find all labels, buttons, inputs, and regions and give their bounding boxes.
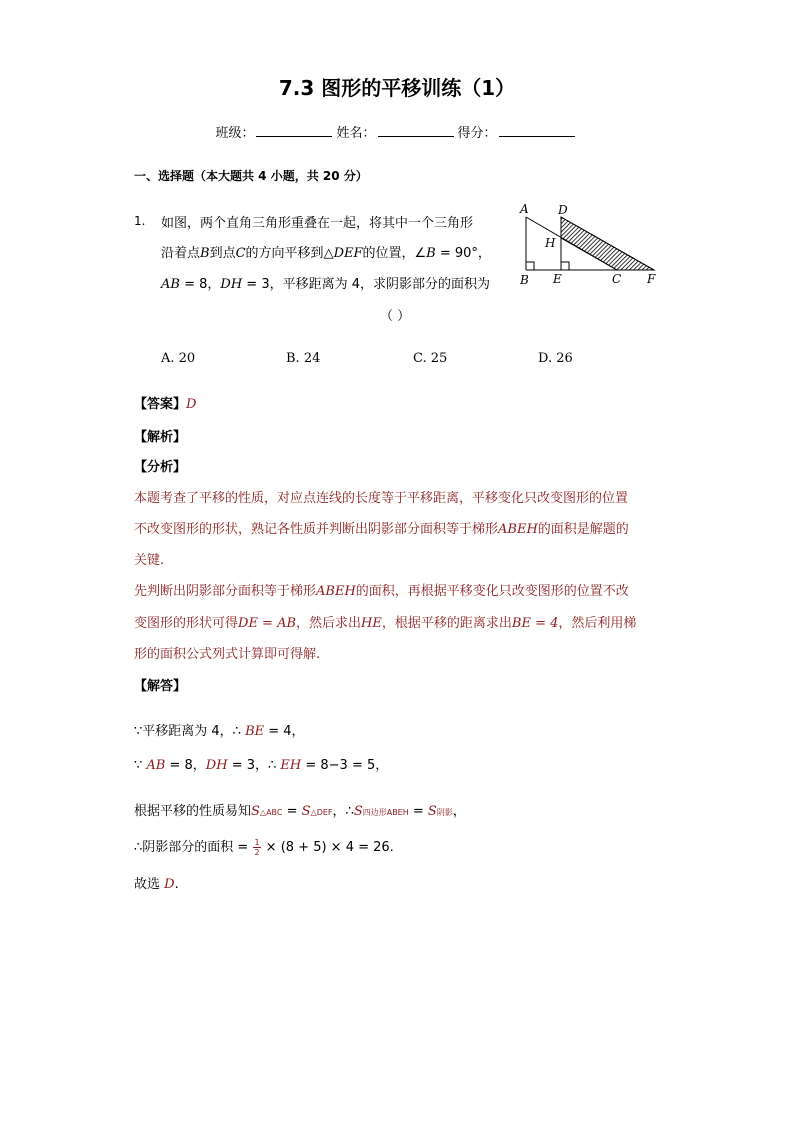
question-line-1: 如图，两个直角三角形重叠在一起，将其中一个三角形 <box>161 216 474 231</box>
text: ∵平移距离为 4，∴ <box>134 724 246 739</box>
analysis-line-5 <box>134 612 636 631</box>
math-var: DH <box>220 277 243 292</box>
math-var: C <box>235 246 246 261</box>
math-var: DH <box>205 758 228 773</box>
student-info-line <box>0 122 794 141</box>
text: 的位置， <box>362 246 415 261</box>
subscript: △ABC <box>259 808 283 817</box>
text: ∵ <box>134 758 147 773</box>
analysis-line-1: 本题考查了平移的性质，对应点连线的长度等于平移距离，平移变化只改变图形的位置 <box>134 491 629 506</box>
text: 不改变图形的形状，熟记各性质并判断出阴影部分面积等于梯形 <box>134 522 499 537</box>
text: 故选 <box>134 877 165 892</box>
question-line-2 <box>161 242 491 261</box>
solution-tag: 【解答】 <box>134 679 187 694</box>
math-var: D <box>164 877 175 892</box>
answer-value: D <box>186 397 197 412</box>
text: = <box>408 804 428 819</box>
text: 沿着点 <box>161 246 201 261</box>
math-var: HE <box>361 616 382 631</box>
text: 的方向平移到 <box>245 246 324 261</box>
text: ，然后利用梯 <box>558 616 637 631</box>
math-expr: BE = 4 <box>511 616 559 631</box>
question-number: 1. <box>134 214 146 228</box>
text: ，根据平移的距离求出 <box>381 616 512 631</box>
question-line-3 <box>161 273 490 292</box>
numerator: 1 <box>254 838 260 847</box>
answer-line <box>134 393 196 412</box>
right-angle-mark-b <box>526 262 534 270</box>
solution-line-4 <box>134 836 394 857</box>
text: = 3，平移距离为 4，求阴影部分的面积为 <box>242 277 490 292</box>
math-var: BE <box>245 724 265 739</box>
math-var: S <box>427 804 437 819</box>
page-title: 7.3 图形的平移训练（1） <box>278 76 516 100</box>
math-var: S <box>301 804 311 819</box>
text: × (8 + 5) × 4 = 26. <box>261 840 394 855</box>
text: 的面积，再根据平移变化只改变图形的位置不改 <box>355 584 629 599</box>
subscript: 阴影 <box>436 808 453 817</box>
solution-line-1 <box>134 720 305 739</box>
analysis-line-4 <box>134 580 629 599</box>
math-var: ABEH <box>316 584 356 599</box>
section-heading: 一、选择题（本大题共 4 小题，共 20 分） <box>134 169 368 183</box>
analysis-line-6: 形的面积公式列式计算即可得解. <box>134 647 321 662</box>
math-var: B <box>426 246 436 261</box>
subscript: 四边形ABEH <box>362 808 409 817</box>
angle-symbol: ∠ <box>414 246 427 261</box>
math-var: B <box>200 246 210 261</box>
analysis-line-2 <box>134 518 629 537</box>
text: ∴阴影部分的面积 = <box>134 840 253 855</box>
answer-tag: 【答案】 <box>134 397 187 412</box>
score-blank <box>499 124 575 137</box>
text: = 8， <box>179 277 221 292</box>
score-label: 得分： <box>457 126 497 141</box>
fraction-one-half <box>253 838 260 857</box>
solution-line-2 <box>134 754 388 773</box>
math-expr: DE = AB <box>238 616 297 631</box>
text: = 4， <box>264 724 305 739</box>
text: 的面积是解题的 <box>537 522 629 537</box>
solution-line-3 <box>134 800 466 819</box>
option-a[interactable]: A. 20 <box>161 351 196 366</box>
right-angle-mark-e <box>561 262 569 270</box>
analysis-tag: 【解析】 <box>134 430 187 445</box>
text: . <box>174 877 179 892</box>
text: = 3，∴ <box>227 758 281 773</box>
math-var: ABEH <box>498 522 538 537</box>
math-var: AB <box>161 277 180 292</box>
label-h: H <box>545 236 556 250</box>
subscript: △DEF <box>310 808 333 817</box>
denominator: 2 <box>254 848 260 857</box>
text: 变图形的形状可得 <box>134 616 239 631</box>
answer-parentheses: （ ） <box>380 309 411 324</box>
text: ， <box>452 804 466 819</box>
text: ，然后求出 <box>296 616 362 631</box>
label-e: E <box>553 272 562 286</box>
label-d: D <box>558 203 568 217</box>
class-label: 班级： <box>215 126 255 141</box>
option-d[interactable]: D. 26 <box>538 351 573 366</box>
reasoning-tag: 【分析】 <box>134 460 187 475</box>
text: = 8， <box>165 758 206 773</box>
option-b[interactable]: B. 24 <box>286 351 321 366</box>
text: ，∴ <box>332 804 354 819</box>
option-c[interactable]: C. 25 <box>413 351 448 366</box>
name-blank <box>378 124 454 137</box>
math-var: S <box>353 804 363 819</box>
label-c: C <box>612 272 622 286</box>
text: = 90°， <box>435 246 491 261</box>
math-var: AB <box>146 758 166 773</box>
math-var: S <box>251 804 260 819</box>
triangle-figure <box>512 200 662 292</box>
name-label: 姓名： <box>336 126 376 141</box>
class-blank <box>256 124 332 137</box>
math-var: DEF <box>333 246 363 261</box>
triangle-symbol: △ <box>323 246 334 261</box>
analysis-line-3: 关键. <box>134 553 165 568</box>
text: = <box>282 804 302 819</box>
solution-line-5 <box>134 873 179 892</box>
text: = 8−3 = 5， <box>301 758 389 773</box>
label-a: A <box>520 202 529 216</box>
text: 根据平移的性质易知 <box>134 804 252 819</box>
math-var: EH <box>280 758 302 773</box>
text: 先判断出阴影部分面积等于梯形 <box>134 584 317 599</box>
label-f: F <box>647 272 656 286</box>
label-b: B <box>520 273 529 287</box>
text: 到点 <box>209 246 236 261</box>
